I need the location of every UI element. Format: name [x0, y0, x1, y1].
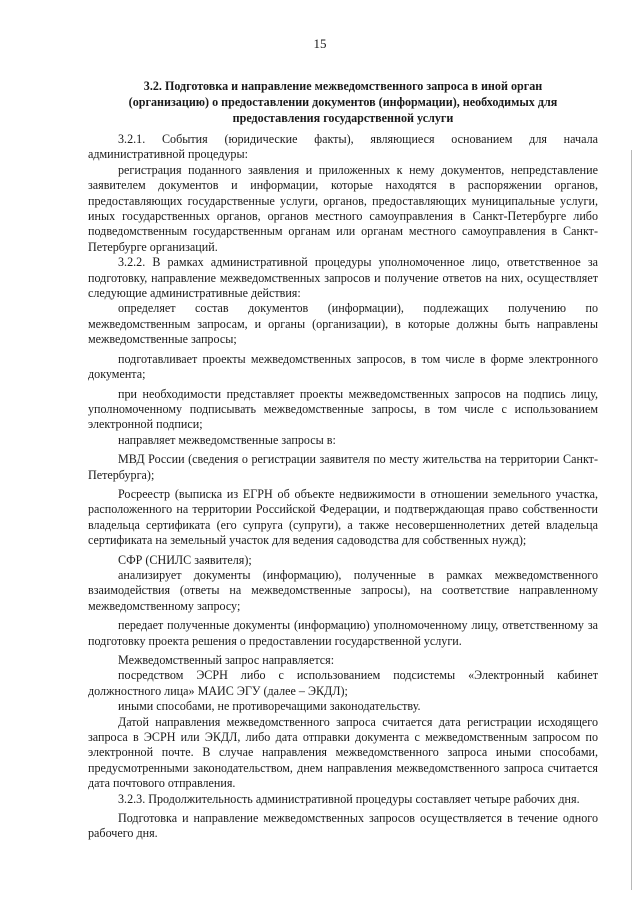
body-text: [88, 132, 598, 842]
paragraph: направляет межведомственные запросы в:: [118, 432, 336, 447]
paragraph: Межведомственный запрос направляется:: [118, 653, 335, 667]
paragraph: СФР (СНИЛС заявителя);: [118, 552, 252, 567]
scan-edge-line: [631, 150, 632, 890]
paragraph: Росреестр (выписка из ЕГРН об объекте недвижимости в отношении земельного участка, расположенного на территории Российской Федерации, и подтверждающая право собственности владельца сертификата (его супруга (супруги), а также несовершеннолетних детей владельца сертификата на земельный участок для ведения садоводства для собственных нужд);: [88, 486, 598, 548]
paragraph: регистрация поданного заявления и приложенных к нему документов, непредставление заявителем документов и информации, которые находятся в распоряжении органов, предоставляющих государственные услуги, органов, предоставляющих муниципальные услуги, иных государственных органов, органов местного самоуправления в Санкт-Петербурге либо подведомственным государственным органам или органам местного самоуправления в Санкт-Петербурге организаций.: [88, 162, 598, 254]
paragraph: 3.2.2. В рамках административной процедуры уполномоченное лицо, ответственное за подготовку, направление межведомственных запросов и получение ответов на них, осуществляет следующие административные действия:: [88, 255, 598, 301]
paragraph: иными способами, не противоречащими законодательству.: [118, 699, 421, 714]
paragraph: анализирует документы (информацию), полученные в рамках межведомственного взаимодействия (ответы на межведомственные запросы), на соответствие направленному межведомственному запросу;: [88, 567, 598, 613]
page-number: 15: [313, 36, 327, 51]
paragraph: МВД России (сведения о регистрации заявителя по месту жительства на территории Санкт-Петербурга);: [88, 452, 598, 482]
paragraph: передает полученные документы (информацию) уполномоченному лицу, ответственному за подготовку проекта решения о предоставлении государственной услуги.: [88, 618, 598, 648]
paragraph: при необходимости представляет проекты межведомственных запросов на подпись лицу, уполномоченному подписывать межведомственные запросы, в том числе с использованием электронной подписи;: [88, 386, 598, 432]
paragraph: 3.2.3. Продолжительность административной процедуры составляет четыре рабочих дня.: [118, 791, 580, 806]
paragraph: подготавливает проекты межведомственных запросов, в том числе в форме электронного документа;: [88, 351, 598, 382]
section-heading: 3.2. Подготовка и направление межведомственного запроса в иной орган (организацию) о предоставлении документов (информации), необходимых для предоставления государственной услуги: [128, 79, 558, 125]
paragraph: Датой направления межведомственного запроса считается дата регистрации исходящего запроса в ЭСРН или ЭКДЛ, либо дата отправки документа с межведомственным запросом по электронной почте. В случае направления межведомственного запроса иными способами, предусмотренными законодательством, днем направления межведомственного запроса считается дата почтового отправления.: [88, 714, 598, 791]
paragraph: 3.2.1. События (юридические факты), являющиеся основанием для начала административной процедуры:: [88, 132, 598, 162]
paragraph: посредством ЭСРН либо с использованием подсистемы «Электронный кабинет должностного лица» МАИС ЭГУ (далее – ЭКДЛ);: [88, 668, 598, 698]
paragraph: Подготовка и направление межведомственных запросов осуществляется в течение одного рабочего дня.: [88, 811, 598, 841]
paragraph: определяет состав документов (информации), подлежащих получению по межведомственным запросам, и органы (организации), в которые должны быть направлены межведомственные запросы;: [88, 301, 598, 347]
